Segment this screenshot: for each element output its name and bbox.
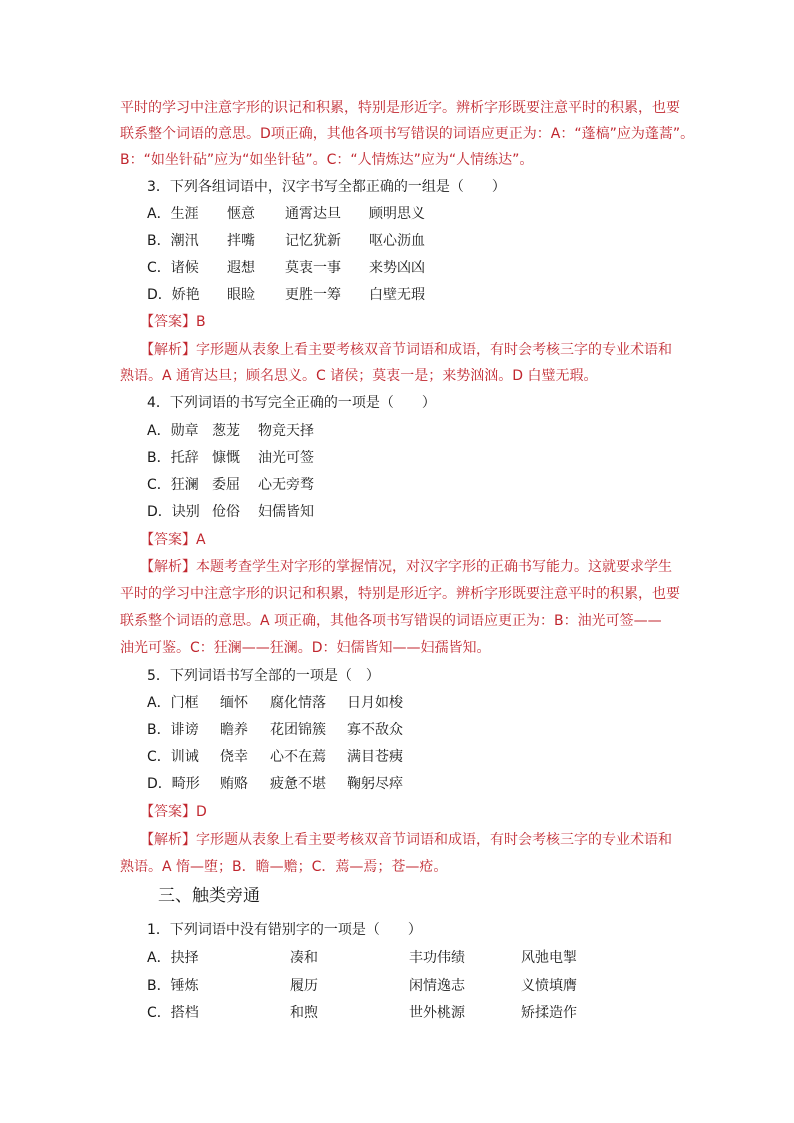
option-word: 心不在蔫 [270,749,326,765]
option-label: B．锤炼 [147,978,199,994]
analysis-text: 熟语。A 惰—堕；B．瞻—赡；C．蔫—焉；苍—疮。 [120,859,448,875]
option-word: 贿赂 [220,776,248,792]
option-label: D．畸形 [147,776,200,792]
option-word: 寡不敌众 [347,722,403,738]
option-word: 呕心沥血 [369,233,425,249]
option-word: 鞠躬尽瘁 [347,776,403,792]
option-label: B．诽谤 [147,722,199,738]
option-word: 世外桃源 [409,1005,465,1021]
option-label: A．勋章 [147,423,199,439]
answer-tag: 【答案】 [140,532,196,548]
option-word: 疲惫不堪 [270,776,326,792]
question-stem: 3．下列各组词语中，汉字书写全都正确的一组是（ ） [147,179,506,195]
analysis-text: 平时的学习中注意字形的识记和积累，特别是形近字。辨析字形既要注意平时的积累，也要 [120,586,680,602]
option-word: 侥幸 [220,749,248,765]
option-word: 委屈 [212,477,240,493]
answer-value: A [196,532,206,548]
analysis-text [140,830,672,850]
answer-value: D [196,804,207,820]
analysis-tag: 【解析】 [140,832,196,848]
option-word: 义愤填膺 [521,978,577,994]
analysis-text: 联系整个词语的意思。A 项正确，其他各项书写错误的词语应更正为：B：油光可签—— [120,613,662,629]
answer-line [140,530,206,550]
option-word: 更胜一筹 [285,287,341,303]
analysis-text [140,340,672,360]
option-word: 凑和 [290,950,318,966]
option-word: 腐化情落 [270,695,326,711]
option-word: 物竞天择 [258,423,314,439]
analysis-body: 本题考查学生对字形的掌握情况，对汉字字形的正确书写能力。这就要求学生 [196,559,672,575]
analysis-text: B：“如坐针砧”应为“如坐针毡”。C：“人情炼达”应为“人情练达”。 [120,152,534,168]
analysis-text [140,557,672,577]
question-stem: 4．下列词语的书写完全正确的一项是（ ） [147,395,436,411]
option-word: 闲情逸志 [409,978,465,994]
analysis-text: 联系整个词语的意思。D项正确，其他各项书写错误的词语应更正为：A：“蓬槁”应为蓬蒿”。 [120,126,695,142]
option-label: C．搭档 [147,1005,199,1021]
option-label: D．诀别 [147,504,200,520]
analysis-text: 平时的学习中注意字形的识记和积累，特别是形近字。辨析字形既要注意平时的积累，也要 [120,100,680,116]
option-word: 丰功伟绩 [409,950,465,966]
option-label: C．训诫 [147,749,199,765]
option-label: A．门框 [147,695,199,711]
option-word: 惬意 [227,206,255,222]
option-word: 矫揉造作 [521,1005,577,1021]
answer-tag: 【答案】 [140,314,196,330]
option-word: 和煦 [290,1005,318,1021]
option-word: 满目苍痍 [347,749,403,765]
answer-line [140,802,207,822]
option-word: 顾明思义 [369,206,425,222]
analysis-text: 熟语。A 通宵达旦；顾名思义。C 诸侯；莫衷一是；来势汹汹。D 白璧无瑕。 [120,368,598,384]
option-word: 遐想 [227,260,255,276]
analysis-text: 油光可鉴。C：狂澜——狂澜。D：妇儒皆知——妇孺皆知。 [120,640,491,656]
option-word: 葱茏 [212,423,240,439]
analysis-tag: 【解析】 [140,342,196,358]
option-word: 花团锦簇 [270,722,326,738]
option-word: 日月如梭 [347,695,403,711]
option-word: 白壁无瑕 [369,287,425,303]
option-word: 油光可签 [258,450,314,466]
analysis-body: 字形题从表象上看主要考核双音节词语和成语，有时会考核三字的专业术语和 [196,342,672,358]
option-word: 瞻养 [220,722,248,738]
option-word: 缅怀 [220,695,248,711]
option-label: D．娇艳 [147,287,200,303]
option-word: 记忆犹新 [285,233,341,249]
option-label: B．潮汛 [147,233,199,249]
analysis-tag: 【解析】 [140,559,196,575]
section-heading: 三、触类旁通 [158,886,260,906]
option-label: A．生涯 [147,206,199,222]
answer-tag: 【答案】 [140,804,196,820]
option-label: C．狂澜 [147,477,199,493]
option-word: 眼睑 [227,287,255,303]
option-word: 拌嘴 [227,233,255,249]
option-label: C．诸候 [147,260,199,276]
answer-line [140,312,206,332]
option-word: 伧俗 [212,504,240,520]
analysis-body: 字形题从表象上看主要考核双音节词语和成语，有时会考核三字的专业术语和 [196,832,672,848]
option-word: 慷慨 [212,450,240,466]
option-label: B．托辞 [147,450,199,466]
option-word: 妇儒皆知 [258,504,314,520]
option-label: A．抉择 [147,950,199,966]
answer-value: B [196,314,206,330]
option-word: 心无旁骛 [258,477,314,493]
question-stem: 1．下列词语中没有错别字的一项是（ ） [147,922,422,938]
option-word: 来势凶凶 [369,260,425,276]
option-word: 履历 [290,978,318,994]
option-word: 莫衷一事 [285,260,341,276]
option-word: 通霄达旦 [285,206,341,222]
question-stem: 5．下列词语书写全部的一项是（ ） [147,668,380,684]
option-word: 风弛电掣 [521,950,577,966]
